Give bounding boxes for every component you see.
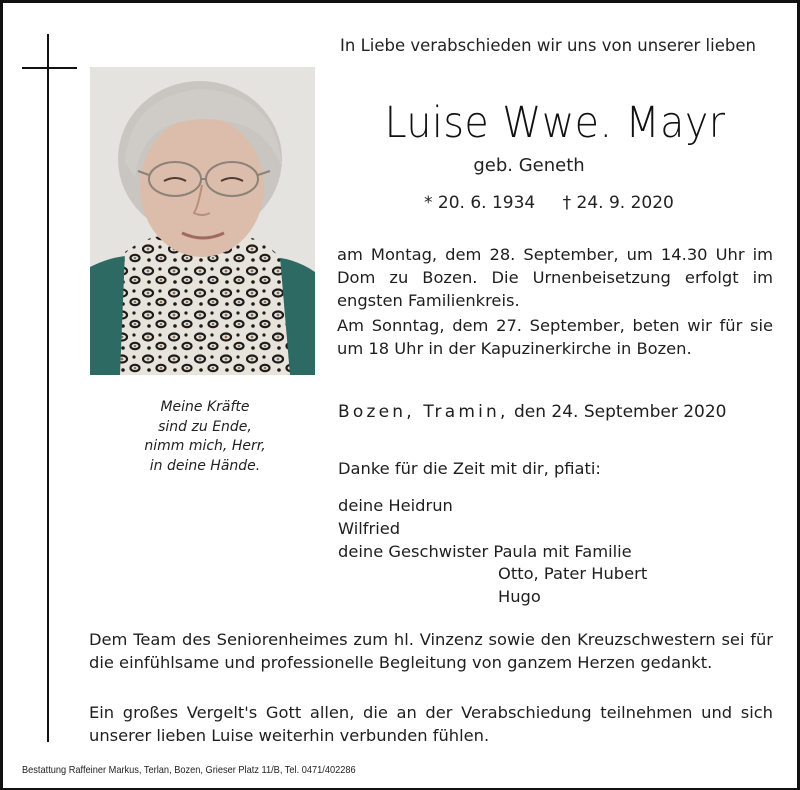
quote-line: in deine Hände. — [149, 457, 261, 474]
cross-icon-horizontal — [22, 67, 77, 69]
family-member: Otto, Pater Hubert — [498, 564, 648, 584]
quote-line: nimm mich, Herr, — [144, 438, 266, 454]
death-date: † 24. 9. 2020 — [562, 193, 674, 213]
prayer-paragraph: Am Sonntag, dem 27. September, beten wir für sie um 18 Uhr in der Kapuzinerkirche in Bozen. — [337, 316, 773, 358]
quote-line: Meine Kräfte — [160, 399, 250, 415]
family-member: Wilfried — [338, 518, 401, 538]
portrait-photo — [90, 67, 315, 375]
cross-icon-vertical — [47, 34, 49, 742]
notice-date: den 24. September 2020 — [514, 402, 727, 422]
birth-name: geb. Geneth — [473, 155, 585, 176]
closing-paragraph: Ein großes Vergelt's Gott allen, die an der Verabschiedung teilnehmen und sich unserer lieben Luise weiterhin verbunden fühlen. — [89, 703, 773, 745]
deceased-name: Luise Wwe. Mayr — [384, 98, 726, 148]
family-member: Hugo — [498, 587, 541, 607]
family-member: deine Geschwister Paula mit Familie — [338, 541, 632, 561]
birth-date: * 20. 6. 1934 — [424, 193, 536, 213]
place-date-line — [338, 402, 727, 422]
memorial-quote — [110, 398, 300, 476]
family-member: deine Heidrun — [338, 496, 453, 515]
quote-line: sind zu Ende, — [158, 418, 252, 435]
thanks-line: Danke für die Zeit mit dir, pfiati: — [338, 459, 601, 478]
life-dates — [424, 193, 674, 213]
place-names: Bozen, Tramin, — [338, 402, 509, 422]
family-list — [338, 495, 647, 609]
intro-line: In Liebe verabschieden wir uns von unserer lieben — [340, 36, 756, 55]
service-details — [337, 243, 773, 360]
service-paragraph: am Montag, dem 28. September, um 14.30 Uhr im Dom zu Bozen. Die Urnenbeisetzung erfolgt im engsten Familienkreis. — [337, 245, 773, 310]
team-thanks-paragraph: Dem Team des Seniorenheimes zum hl. Vinzenz sowie den Kreuzschwestern sei für die einfühlsame und professionelle Begleitung von ganzem Herzen gedankt. — [89, 630, 773, 672]
funeral-home-footer: Bestattung Raffeiner Markus, Terlan, Bozen, Grieser Platz 11/B, Tel. 0471/402286 — [22, 764, 356, 776]
